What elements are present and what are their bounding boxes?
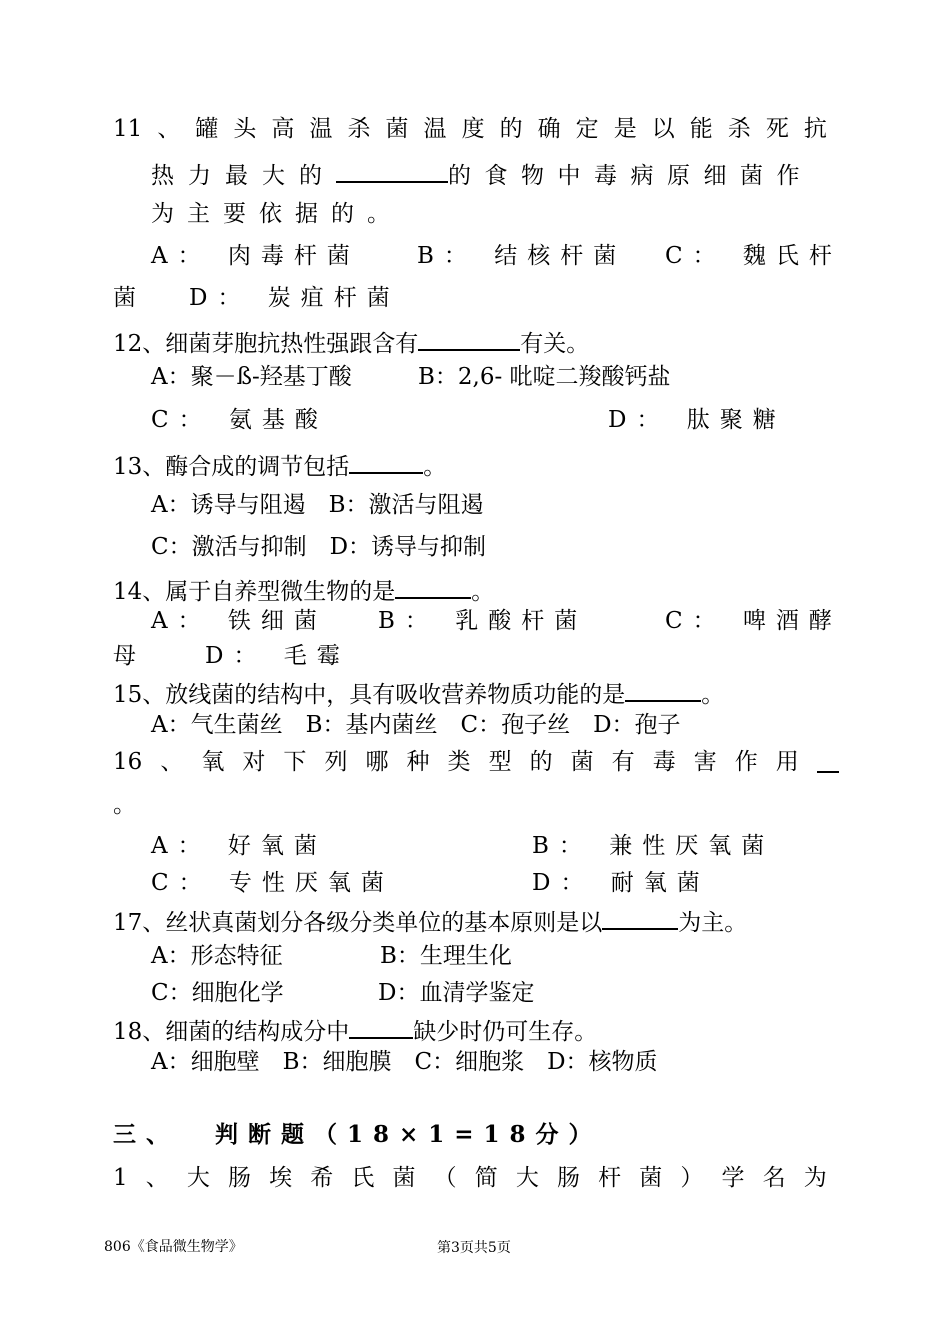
- answer-blank: [817, 747, 839, 773]
- q15-stem-text: 15、放线菌的结构中，具有吸收营养物质功能的是: [113, 682, 626, 708]
- q11-option-c: C： 魏氏杆: [665, 243, 842, 269]
- q12-option-a: A：聚－ß-羟基丁酸: [151, 364, 352, 390]
- char: 以: [651, 116, 675, 142]
- q17-stem-end: 为主。: [678, 910, 748, 936]
- char: 为: [803, 1165, 827, 1191]
- q11-stem-line1: [113, 114, 827, 144]
- char: 害: [693, 749, 717, 775]
- char: 列: [324, 749, 348, 775]
- char: 的: [529, 749, 553, 775]
- char: 确: [537, 116, 561, 142]
- char: 罐: [195, 116, 219, 142]
- q13-options-line1: A：诱导与阻遏 B：激活与阻遏: [151, 492, 484, 518]
- q18-options: A：细胞壁 B：细胞膜 C：细胞浆 D：核物质: [151, 1049, 658, 1075]
- char: 型: [488, 749, 512, 775]
- char: 杆: [598, 1165, 622, 1191]
- char: 肠: [557, 1165, 581, 1191]
- q15-answer-blank: [625, 676, 701, 702]
- char: 的: [499, 116, 523, 142]
- char: 度: [461, 116, 485, 142]
- q13-answer-blank: [349, 448, 423, 474]
- char: ）: [680, 1165, 704, 1191]
- q14-option-a: A： 铁细菌: [151, 608, 327, 634]
- q11-option-c-cont: 菌: [113, 285, 136, 311]
- q18-stem-text: 18、细菌的结构成分中: [113, 1019, 350, 1045]
- char: 毒: [652, 749, 676, 775]
- char: 高: [271, 116, 295, 142]
- char: 类: [447, 749, 471, 775]
- q14-stem-text: 14、属于自养型微生物的是: [113, 579, 396, 605]
- q18-stem-end: 缺少时仍可生存。: [413, 1019, 598, 1045]
- q11-stem-line2: [151, 157, 813, 191]
- q17-option-b: B：生理生化: [380, 943, 512, 969]
- char: 抗: [803, 116, 827, 142]
- q11-stem-part1: 热力最大的: [151, 163, 336, 189]
- section3-number: 三、: [113, 1121, 179, 1148]
- char: （: [433, 1165, 457, 1191]
- char: 氧: [201, 749, 225, 775]
- q11-option-d: D： 炭疽杆菌: [189, 285, 400, 311]
- char: 名: [762, 1165, 786, 1191]
- q14-stem: [113, 573, 494, 607]
- q11-option-b: B： 结核杆菌: [417, 243, 627, 269]
- char: 肠: [228, 1165, 252, 1191]
- q14-stem-end: 。: [471, 579, 495, 605]
- q12-stem-end: 有关。: [520, 331, 590, 357]
- char: 菌: [570, 749, 594, 775]
- char: 菌: [385, 116, 409, 142]
- q13-stem: [113, 448, 446, 482]
- q16-stem: [113, 747, 839, 777]
- q15-stem: [113, 676, 724, 710]
- q12-stem: [113, 325, 589, 359]
- char: 死: [765, 116, 789, 142]
- q12-stem-text: 12、细菌芽胞抗热性强跟含有: [113, 331, 419, 357]
- section3-title: 判断题（18×1=18分）: [215, 1121, 602, 1148]
- char: 、: [160, 749, 184, 775]
- q14-option-c-cont: 母: [113, 643, 136, 669]
- footer-page-number: 第3页共5页: [437, 1240, 511, 1256]
- q17-stem-text: 17、丝状真菌划分各级分类单位的基本原则是以: [113, 910, 603, 936]
- q12-option-d: D： 肽聚糖: [608, 407, 786, 433]
- q12-option-b: B：2,6- 吡啶二羧酸钙盐: [418, 364, 671, 390]
- char: 温: [309, 116, 333, 142]
- q14-option-d: D： 毛霉: [205, 643, 350, 669]
- char: 杀: [347, 116, 371, 142]
- q16-stem-end: 。: [113, 792, 136, 818]
- q18-stem: [113, 1013, 597, 1047]
- q12-answer-blank: [418, 325, 520, 351]
- char: 埃: [269, 1165, 293, 1191]
- q11-option-a: A： 肉毒杆菌: [151, 243, 360, 269]
- q18-answer-blank: [349, 1013, 413, 1039]
- char: 头: [233, 116, 257, 142]
- q11-answer-blank: [336, 157, 448, 183]
- char: 作: [734, 749, 758, 775]
- char: 定: [575, 116, 599, 142]
- q16-option-b: B： 兼性厌氧菌: [532, 833, 775, 859]
- char: 能: [689, 116, 713, 142]
- char: 对: [242, 749, 266, 775]
- char: 有: [611, 749, 635, 775]
- q16-option-c: C： 专性厌氧菌: [151, 870, 394, 896]
- char: 氏: [351, 1165, 375, 1191]
- q15-stem-end: 。: [701, 682, 725, 708]
- q11-stem-line3: 为主要依据的。: [151, 201, 403, 227]
- char: 哪: [365, 749, 389, 775]
- char: 温: [423, 116, 447, 142]
- q14-answer-blank: [395, 573, 471, 599]
- q17-stem: [113, 904, 747, 938]
- char: 种: [406, 749, 430, 775]
- q17-option-c: C：细胞化学: [151, 980, 284, 1006]
- char: 下: [283, 749, 307, 775]
- char: 希: [310, 1165, 334, 1191]
- footer-course: 806《食品微生物学》: [104, 1239, 243, 1255]
- q17-option-d: D：血清学鉴定: [378, 980, 535, 1006]
- char: 简: [474, 1165, 498, 1191]
- q11-stem-part2: 的食物中毒病原细菌作: [448, 163, 813, 189]
- q13-options-line2: C：激活与抑制 D：诱导与抑制: [151, 534, 487, 560]
- section3-heading: [113, 1120, 602, 1150]
- q15-options: A：气生菌丝 B：基内菌丝 C：孢子丝 D：孢子: [151, 712, 681, 738]
- char: 学: [721, 1165, 745, 1191]
- q13-stem-text: 13、酶合成的调节包括: [113, 454, 350, 480]
- char: 杀: [727, 116, 751, 142]
- char: 11: [113, 116, 143, 142]
- q14-option-c: C： 啤酒酵: [665, 608, 842, 634]
- q14-option-b: B： 乳酸杆菌: [378, 608, 588, 634]
- char: 1: [113, 1165, 128, 1191]
- char: 是: [613, 116, 637, 142]
- char: 、: [145, 1165, 169, 1191]
- char: 、: [157, 116, 181, 142]
- char: 菌: [639, 1165, 663, 1191]
- q16-option-d: D： 耐氧菌: [532, 870, 710, 896]
- q13-stem-end: 。: [423, 454, 447, 480]
- char: 用: [775, 749, 799, 775]
- q17-answer-blank: [602, 904, 678, 930]
- char: 菌: [392, 1165, 416, 1191]
- q12-option-c: C： 氨基酸: [151, 407, 328, 433]
- char: 16: [113, 749, 143, 775]
- char: 大: [515, 1165, 539, 1191]
- q16-option-a: A： 好氧菌: [151, 833, 327, 859]
- tf1-stem: [113, 1163, 827, 1193]
- char: 大: [186, 1165, 210, 1191]
- q17-option-a: A：形态特征: [151, 943, 283, 969]
